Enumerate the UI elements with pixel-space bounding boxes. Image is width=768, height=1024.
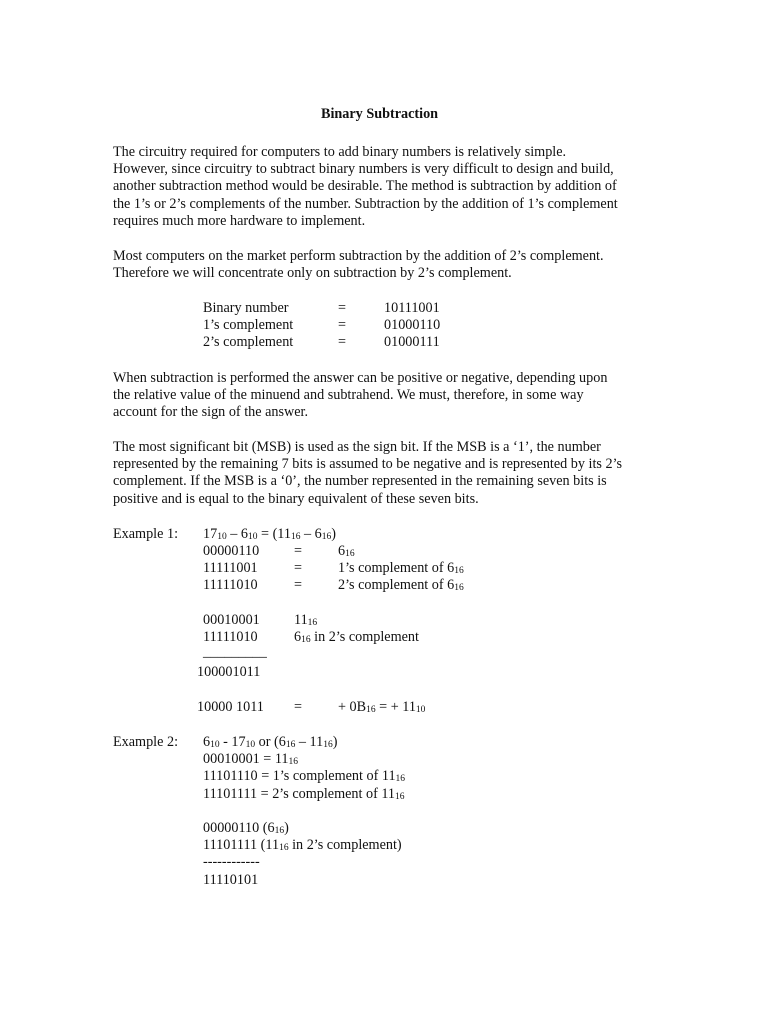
paragraph-line: represented by the remaining 7 bits is assumed to be negative and is represented by its 2’s [113,456,623,473]
paragraph-line: The circuitry required for computers to add binary numbers is relatively simple. [113,144,567,160]
row-description: $11_{16}$ [294,612,318,628]
table-label: 2’s complement [203,334,294,350]
table-equals: = [338,300,347,316]
equals-sign: = [294,699,303,715]
paragraph-twos-complement [113,248,673,282]
table-value: 01000111 [384,334,440,350]
row-description: 00000110 $(6_{16})$ [203,820,289,836]
addition-rule: ------------ [203,854,260,870]
paragraph-line: Therefore we will concentrate only on subtraction by 2’s complement. [113,265,512,282]
table-equals: = [338,317,347,333]
paragraph-line: However, since circuitry to subtract binary numbers is very difficult to design and build, [113,161,614,178]
result-bits: 10000 1011 [197,699,264,715]
document-title: Binary Subtraction [321,106,439,122]
row-description: $6_{16}$ in 2’s complement [294,629,419,645]
equals-sign: = [294,560,303,576]
paragraph-line: another subtraction method would be desirable. The method is subtraction by addition of [113,178,617,195]
paragraph-line: Most computers on the market perform subtraction by the addition of 2’s complement. [113,248,604,264]
paragraph-line: The most significant bit (MSB) is used as the sign bit. If the MSB is a ‘1’, the number [113,439,601,455]
example-label: Example 2: [113,734,179,750]
equals-sign: = [294,543,303,559]
table-value: 10111001 [384,300,440,316]
table-equals: = [338,334,347,350]
binary-value: 00000110 [203,543,260,559]
paragraph-sign [113,370,673,422]
example-label: Example 1: [113,526,179,542]
row-description: $00010001 = 11_{16}$ [203,751,299,767]
row-description: 11101111 ($11_{16}$ in 2’s complement) [203,837,402,853]
sum-value: 100001011 [197,664,261,680]
result-value: + $0B_{16}$ = + $11_{10}$ [338,699,426,715]
example-heading: $6_{10} - 17_{10}$ or $(6_{16} - 11_{16})$ [203,734,338,750]
paragraph-line: the 1’s or 2’s complements of the number. Subtraction by the addition of 1’s complement [113,195,618,212]
paragraph-msb [113,439,673,508]
binary-value: 11111010 [203,629,258,645]
table-label: Binary number [203,300,289,316]
equals-sign: = [294,577,303,593]
binary-value: 11111001 [203,560,258,576]
binary-value: 11111010 [203,577,258,593]
paragraph-line: the relative value of the minuend and subtrahend. We must, therefore, in some way [113,387,584,404]
paragraph-line: When subtraction is performed the answer can be positive or negative, depending upon [113,370,608,386]
row-description: 2’s complement of $6_{16}$ [338,577,464,593]
sum-value: 11110101 [203,872,259,888]
binary-value: 00010001 [203,612,260,628]
row-description: 11101110 = 1’s complement of $11_{16}$ [203,768,406,784]
addition-rule: _________ [203,644,267,660]
paragraph-intro [113,144,673,230]
paragraph-line: positive and is equal to the binary equivalent of these seven bits. [113,490,479,507]
paragraph-line: requires much more hardware to implement. [113,212,366,229]
row-description: 11101111 = 2’s complement of $11_{16}$ [203,786,405,802]
row-description: $6_{16}$ [338,543,355,559]
table-label: 1’s complement [203,317,294,333]
row-description: 1’s complement of $6_{16}$ [338,560,464,576]
table-value: 01000110 [384,317,441,333]
paragraph-line: complement. If the MSB is a ‘0’, the number represented in the remaining seven bits is [113,473,607,490]
paragraph-line: account for the sign of the answer. [113,404,309,421]
example-heading: $17_{10} - 6_{10} = (11_{16} - 6_{16})$ [203,526,336,542]
